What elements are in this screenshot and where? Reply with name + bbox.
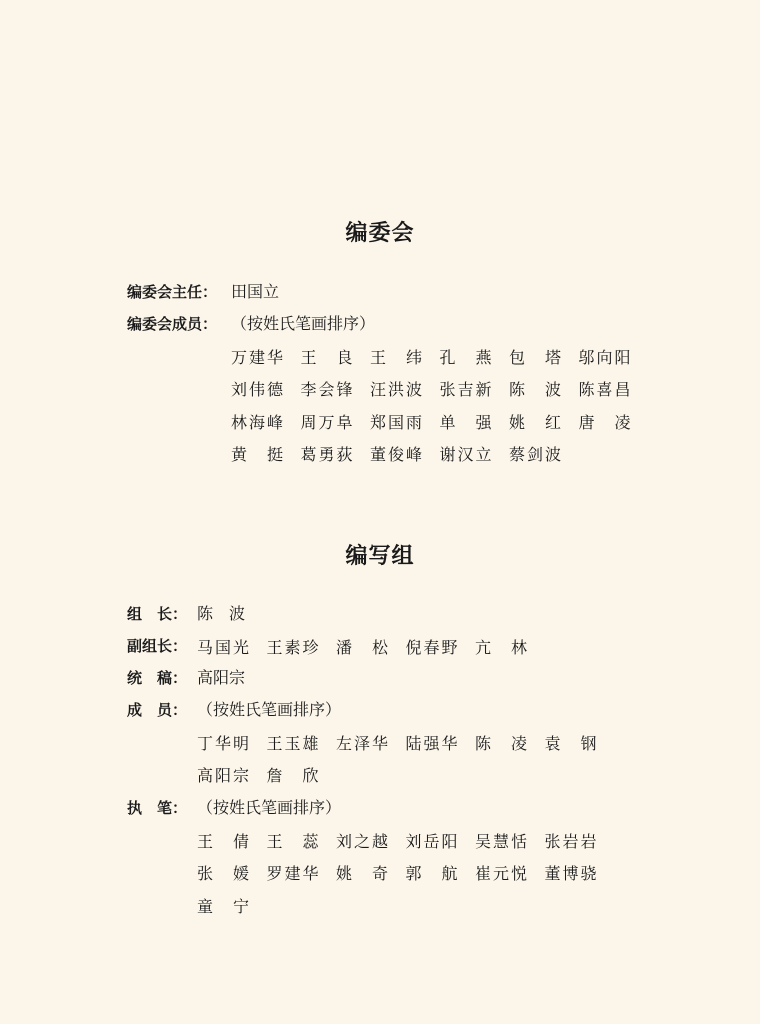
person-name: 詹 欣 — [266, 766, 319, 785]
person-name: 马国光 — [197, 637, 249, 657]
person-name: 万建华 — [231, 347, 283, 367]
person-name: 单 强 — [439, 412, 492, 432]
person-name: 王 倩 — [197, 831, 249, 851]
person-name: 刘岳阳 — [405, 831, 458, 851]
chief-editor-name: 高阳宗 — [197, 668, 246, 687]
person-name: 崔元悦 — [475, 864, 527, 883]
group-members-label: 成 员： — [127, 701, 188, 719]
deputy-leader-label: 副组长： — [127, 637, 188, 655]
person-name: 邬向阳 — [578, 347, 631, 367]
person-name: 董俊峰 — [370, 445, 422, 464]
person-name: 张岩岩 — [544, 831, 597, 851]
person-name: 周万阜 — [300, 412, 353, 432]
person-name: 袁 钢 — [544, 733, 597, 753]
person-name: 陈喜昌 — [578, 380, 631, 399]
person-name: 陆强华 — [405, 733, 458, 753]
committee-director-label: 编委会主任： — [127, 283, 218, 301]
person-name: 王素珍 — [266, 637, 319, 657]
person-name: 张吉新 — [439, 380, 492, 399]
person-name: 童 宁 — [197, 896, 249, 916]
chief-editor-label: 统 稿： — [127, 669, 188, 687]
group-members-note: （按姓氏笔画排序） — [197, 700, 342, 719]
leader-label: 组 长： — [127, 605, 188, 623]
person-name: 李会锋 — [300, 380, 353, 399]
person-name: 郑国雨 — [370, 412, 422, 432]
writers-label: 执 笔： — [127, 799, 188, 817]
person-name: 林海峰 — [231, 412, 283, 432]
person-name: 王 蕊 — [266, 831, 319, 851]
person-name: 罗建华 — [266, 864, 319, 883]
person-name: 蔡剑波 — [509, 445, 561, 464]
person-name: 丁华明 — [197, 733, 249, 753]
person-name: 左泽华 — [336, 733, 388, 753]
person-name: 吴慧恬 — [475, 831, 527, 851]
writing-group-title: 编写组 — [345, 544, 415, 569]
committee-members-label: 编委会成员： — [127, 315, 218, 333]
writers-note: （按姓氏笔画排序） — [197, 798, 342, 817]
person-name: 王 良 — [300, 347, 353, 367]
person-name: 倪春野 — [405, 637, 458, 657]
person-name: 亢 林 — [475, 637, 527, 657]
person-name: 黄 挺 — [231, 445, 283, 464]
person-name: 高阳宗 — [197, 766, 249, 785]
person-name: 董博骁 — [544, 864, 597, 883]
committee-members-note: （按姓氏笔画排序） — [231, 314, 376, 333]
person-name: 谢汉立 — [439, 445, 492, 464]
leader-name: 陈 波 — [197, 604, 246, 623]
committee-director-name: 田国立 — [231, 282, 280, 301]
person-name: 葛勇荻 — [300, 445, 353, 464]
person-name: 姚 奇 — [336, 864, 388, 883]
person-name: 陈 波 — [509, 380, 561, 399]
person-name: 唐 凌 — [578, 412, 631, 432]
person-name: 刘之越 — [336, 831, 388, 851]
person-name: 郭 航 — [405, 864, 458, 883]
person-name: 王 纬 — [370, 347, 422, 367]
person-name: 张 媛 — [197, 864, 249, 883]
person-name: 包 塔 — [509, 347, 561, 367]
person-name: 孔 燕 — [439, 347, 492, 367]
person-name: 姚 红 — [509, 412, 561, 432]
person-name: 陈 凌 — [475, 733, 527, 753]
person-name: 王玉雄 — [266, 733, 319, 753]
person-name: 汪洪波 — [370, 380, 422, 399]
committee-title: 编委会 — [345, 221, 415, 246]
person-name: 潘 松 — [336, 637, 388, 657]
person-name: 刘伟德 — [231, 380, 283, 399]
